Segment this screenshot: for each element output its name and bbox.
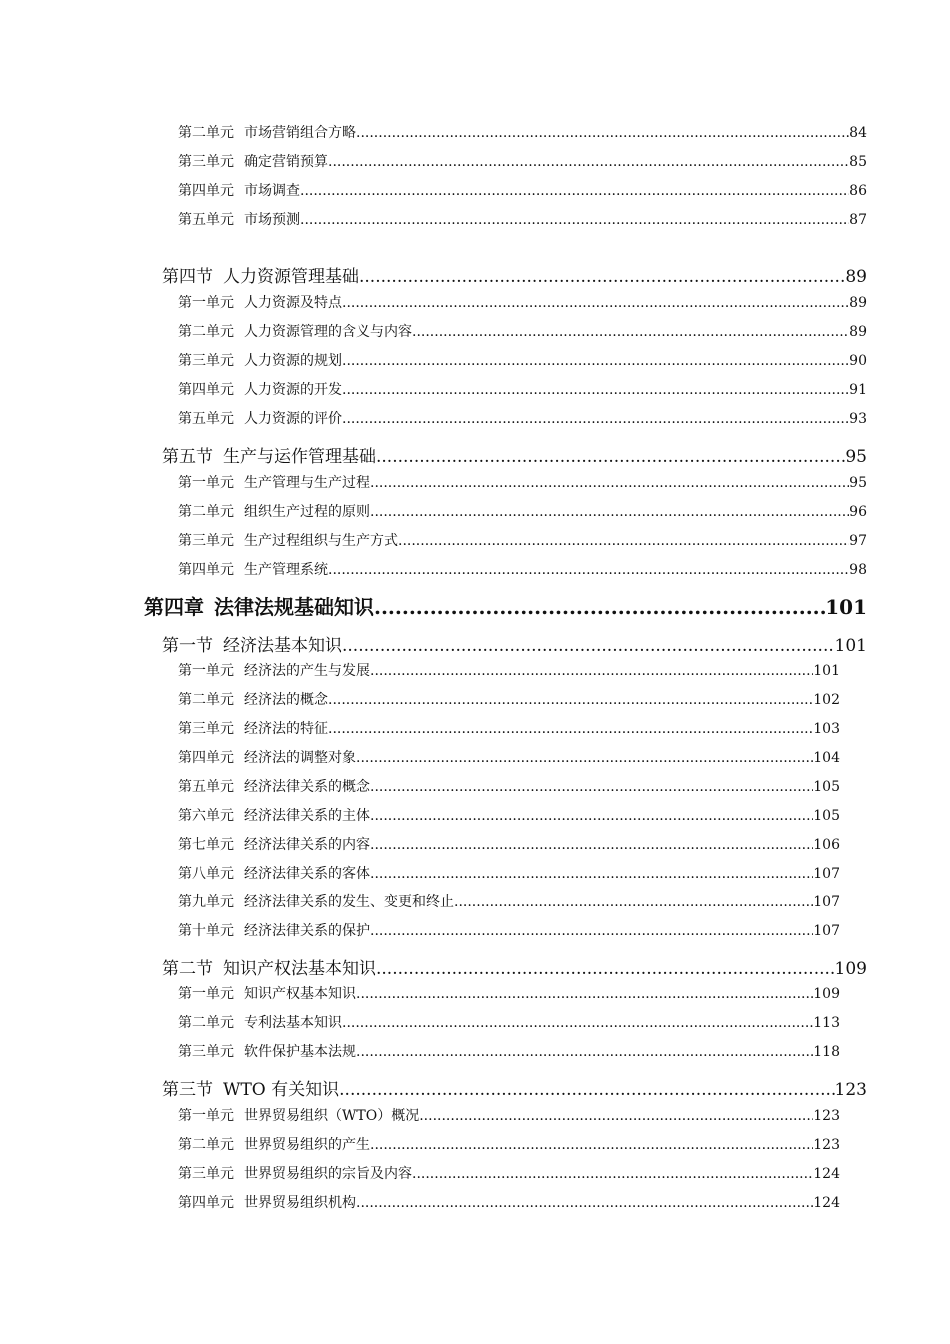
toc-entry-text: 知识产权法基本知识 xyxy=(223,959,376,979)
toc-entry-label: 第一单元 xyxy=(178,663,234,679)
toc-page-number: 104 xyxy=(813,750,840,766)
toc-unit-entry[interactable] xyxy=(178,983,840,1003)
toc-page-number: 107 xyxy=(813,923,840,939)
toc-page-number: 118 xyxy=(813,1044,840,1060)
toc-unit-entry[interactable] xyxy=(178,1105,840,1125)
toc-entry-title xyxy=(178,321,412,341)
toc-entry-text: 市场营销组合方略 xyxy=(244,125,356,141)
dot-leader xyxy=(370,475,849,491)
toc-entry-label: 第五单元 xyxy=(178,411,234,427)
toc-entry-label: 第二单元 xyxy=(178,692,234,708)
toc-entry-label: 第三单元 xyxy=(178,1044,234,1060)
toc-unit-entry[interactable] xyxy=(178,863,840,883)
toc-unit-entry[interactable] xyxy=(178,209,867,229)
toc-entry-label: 第四节 xyxy=(162,267,213,287)
toc-section-entry[interactable] xyxy=(162,1075,867,1100)
toc-entry-title xyxy=(178,379,342,399)
toc-page-number: 96 xyxy=(849,504,867,520)
toc-entry-label: 第三单元 xyxy=(178,154,234,170)
toc-entry-label: 第三单元 xyxy=(178,1166,234,1182)
dot-leader xyxy=(370,923,813,939)
toc-entry-label: 第四单元 xyxy=(178,750,234,766)
toc-entry-title xyxy=(178,660,370,680)
toc-unit-entry[interactable] xyxy=(178,891,840,911)
toc-entry-title xyxy=(178,559,328,579)
toc-entry-title xyxy=(178,863,370,883)
toc-entry-title xyxy=(178,718,328,738)
dot-leader xyxy=(370,1137,813,1153)
toc-unit-entry[interactable] xyxy=(178,776,840,796)
toc-unit-entry[interactable] xyxy=(178,1012,840,1032)
toc-entry-title xyxy=(178,209,300,229)
toc-entry-title xyxy=(178,180,300,200)
toc-unit-entry[interactable] xyxy=(178,689,840,709)
toc-entry-text: 经济法的特征 xyxy=(244,721,328,737)
toc-entry-text: 市场预测 xyxy=(244,212,300,228)
toc-page-number: 97 xyxy=(849,533,867,549)
toc-entry-label: 第二单元 xyxy=(178,1137,234,1153)
toc-page-number: 103 xyxy=(813,721,840,737)
dot-leader xyxy=(342,382,849,398)
toc-entry-title xyxy=(178,891,454,911)
toc-page-number: 85 xyxy=(849,154,867,170)
toc-entry-text: 软件保护基本法规 xyxy=(244,1044,356,1060)
dot-leader xyxy=(342,295,849,311)
toc-entry-label: 第二单元 xyxy=(178,125,234,141)
toc-page-number: 109 xyxy=(834,959,867,979)
toc-entry-text: 生产管理系统 xyxy=(244,562,328,578)
toc-entry-title xyxy=(178,151,328,171)
toc-page-number: 86 xyxy=(849,183,867,199)
dot-leader xyxy=(342,1015,813,1031)
toc-entry-text: 人力资源管理的含义与内容 xyxy=(244,324,412,340)
toc-entry-title xyxy=(178,122,356,142)
toc-entry-title xyxy=(178,1134,370,1154)
toc-entry-text: 世界贸易组织（WTO）概况 xyxy=(244,1108,420,1124)
toc-entry-label: 第四单元 xyxy=(178,183,234,199)
toc-section-entry[interactable] xyxy=(162,262,867,287)
toc-entry-text: WTO 有关知识 xyxy=(223,1080,340,1100)
toc-unit-entry[interactable] xyxy=(178,501,867,521)
toc-entry-text: 人力资源的规划 xyxy=(244,353,342,369)
toc-page-number: 95 xyxy=(849,475,867,491)
dot-leader xyxy=(356,1195,813,1211)
toc-page-number: 105 xyxy=(813,779,840,795)
toc-page-number: 89 xyxy=(849,295,867,311)
toc-chapter-entry[interactable] xyxy=(144,591,867,620)
toc-unit-entry[interactable] xyxy=(178,379,867,399)
toc-entry-label: 第一单元 xyxy=(178,475,234,491)
toc-page-number: 123 xyxy=(834,1080,867,1100)
toc-entry-label: 第一单元 xyxy=(178,986,234,1002)
dot-leader xyxy=(376,447,845,467)
dot-leader xyxy=(328,692,813,708)
toc-page-number: 123 xyxy=(813,1137,840,1153)
toc-section-entry[interactable] xyxy=(162,631,867,656)
toc-unit-entry[interactable] xyxy=(178,472,867,492)
toc-unit-entry[interactable] xyxy=(178,1041,840,1061)
dot-leader xyxy=(374,595,825,619)
toc-page-number: 87 xyxy=(849,212,867,228)
toc-entry-text: 经济法律关系的客体 xyxy=(244,866,370,882)
dot-leader xyxy=(356,986,813,1002)
dot-leader xyxy=(342,353,849,369)
toc-entry-title xyxy=(178,501,370,521)
toc-unit-entry[interactable] xyxy=(178,834,840,854)
toc-unit-entry[interactable] xyxy=(178,350,867,370)
toc-unit-entry[interactable] xyxy=(178,1134,840,1154)
dot-leader xyxy=(359,267,845,287)
toc-entry-label: 第三单元 xyxy=(178,353,234,369)
toc-unit-entry[interactable] xyxy=(178,408,867,428)
dot-leader xyxy=(328,154,849,170)
toc-page-number: 123 xyxy=(813,1108,840,1124)
toc-entry-label: 第十单元 xyxy=(178,923,234,939)
toc-page-number: 124 xyxy=(813,1195,840,1211)
toc-entry-label: 第一节 xyxy=(162,636,213,656)
toc-entry-label: 第二单元 xyxy=(178,324,234,340)
toc-unit-entry[interactable] xyxy=(178,292,867,312)
toc-unit-entry[interactable] xyxy=(178,718,840,738)
toc-entry-label: 第三节 xyxy=(162,1080,213,1100)
toc-entry-title xyxy=(178,530,398,550)
toc-unit-entry[interactable] xyxy=(178,1163,840,1183)
toc-entry-title xyxy=(162,954,376,979)
toc-entry-title xyxy=(162,442,376,467)
toc-unit-entry[interactable] xyxy=(178,180,867,200)
toc-entry-label: 第三单元 xyxy=(178,721,234,737)
dot-leader xyxy=(398,533,849,549)
toc-entry-text: 人力资源管理基础 xyxy=(223,267,359,287)
toc-entry-text: 经济法的调整对象 xyxy=(244,750,356,766)
toc-section-entry[interactable] xyxy=(162,954,867,979)
toc-entry-text: 经济法基本知识 xyxy=(223,636,342,656)
toc-unit-entry[interactable] xyxy=(178,747,840,767)
dot-leader xyxy=(356,125,849,141)
toc-page-number: 98 xyxy=(849,562,867,578)
toc-unit-entry[interactable] xyxy=(178,559,867,579)
toc-entry-label: 第二节 xyxy=(162,959,213,979)
toc-entry-text: 经济法律关系的概念 xyxy=(244,779,370,795)
toc-entry-label: 第七单元 xyxy=(178,837,234,853)
toc-entry-text: 世界贸易组织的产生 xyxy=(244,1137,370,1153)
toc-entry-title xyxy=(178,408,342,428)
toc-entry-title xyxy=(178,1105,419,1125)
toc-page-number: 89 xyxy=(849,324,867,340)
toc-entry-label: 第四单元 xyxy=(178,1195,234,1211)
dot-leader xyxy=(300,183,849,199)
dot-leader xyxy=(339,1080,834,1100)
toc-entry-text: 确定营销预算 xyxy=(244,154,328,170)
toc-page-number: 89 xyxy=(845,267,867,287)
toc-entry-text: 法律法规基础知识 xyxy=(214,595,374,619)
toc-entry-text: 经济法的概念 xyxy=(244,692,328,708)
dot-leader xyxy=(412,324,849,340)
toc-page-number: 101 xyxy=(825,595,867,619)
toc-page-number: 107 xyxy=(813,894,840,910)
toc-page-number: 107 xyxy=(813,866,840,882)
toc-page-number: 91 xyxy=(849,382,867,398)
toc-entry-label: 第一单元 xyxy=(178,1108,234,1124)
toc-entry-text: 人力资源的评价 xyxy=(244,411,342,427)
toc-page-number: 95 xyxy=(845,447,867,467)
dot-leader xyxy=(356,1044,813,1060)
dot-leader xyxy=(342,636,835,656)
toc-entry-text: 人力资源及特点 xyxy=(244,295,342,311)
toc-entry-text: 知识产权基本知识 xyxy=(244,986,356,1002)
toc-entry-title xyxy=(178,747,356,767)
toc-entry-text: 经济法律关系的保护 xyxy=(244,923,370,939)
toc-section-entry[interactable] xyxy=(162,442,867,467)
toc-entry-label: 第五单元 xyxy=(178,212,234,228)
toc-entry-title xyxy=(178,920,370,940)
toc-entry-label: 第一单元 xyxy=(178,295,234,311)
toc-unit-entry[interactable] xyxy=(178,1192,840,1212)
toc-entry-text: 生产过程组织与生产方式 xyxy=(244,533,398,549)
toc-page-number: 101 xyxy=(813,663,840,679)
toc-entry-title xyxy=(178,350,342,370)
toc-page-number: 101 xyxy=(834,636,867,656)
dot-leader xyxy=(370,504,849,520)
dot-leader xyxy=(328,721,813,737)
toc-entry-label: 第九单元 xyxy=(178,894,234,910)
toc-entry-title xyxy=(178,834,370,854)
toc-unit-entry[interactable] xyxy=(178,530,867,550)
toc-entry-title xyxy=(162,1075,339,1100)
toc-entry-text: 经济法的产生与发展 xyxy=(244,663,370,679)
toc-entry-text: 经济法律关系的内容 xyxy=(244,837,370,853)
toc-page-number: 84 xyxy=(849,125,867,141)
dot-leader xyxy=(412,1166,813,1182)
toc-entry-text: 市场调查 xyxy=(244,183,300,199)
dot-leader xyxy=(370,837,813,853)
dot-leader xyxy=(370,779,813,795)
toc-page-number: 124 xyxy=(813,1166,840,1182)
toc-entry-label: 第二单元 xyxy=(178,504,234,520)
toc-page-number: 93 xyxy=(849,411,867,427)
toc-page-number: 113 xyxy=(813,1015,840,1031)
toc-entry-title xyxy=(162,631,342,656)
toc-page-number: 90 xyxy=(849,353,867,369)
toc-entry-text: 人力资源的开发 xyxy=(244,382,342,398)
toc-entry-label: 第五节 xyxy=(162,447,213,467)
toc-entry-label: 第六单元 xyxy=(178,808,234,824)
dot-leader xyxy=(370,808,813,824)
toc-unit-entry[interactable] xyxy=(178,321,867,341)
toc-entry-title xyxy=(178,1012,342,1032)
dot-leader xyxy=(300,212,849,228)
toc-entry-text: 世界贸易组织机构 xyxy=(244,1195,356,1211)
toc-entry-title xyxy=(178,776,370,796)
toc-entry-text: 世界贸易组织的宗旨及内容 xyxy=(244,1166,412,1182)
toc-entry-title xyxy=(178,805,370,825)
toc-entry-text: 经济法律关系的主体 xyxy=(244,808,370,824)
toc-unit-entry[interactable] xyxy=(178,920,840,940)
toc-entry-label: 第五单元 xyxy=(178,779,234,795)
dot-leader xyxy=(328,562,849,578)
toc-page-number: 109 xyxy=(813,986,840,1002)
toc-entry-title xyxy=(162,262,359,287)
dot-leader xyxy=(342,411,849,427)
dot-leader xyxy=(454,894,813,910)
toc-page-number: 106 xyxy=(813,837,840,853)
toc-entry-title xyxy=(178,1041,356,1061)
toc-page-number: 102 xyxy=(813,692,840,708)
toc-unit-entry[interactable] xyxy=(178,151,867,171)
dot-leader xyxy=(356,750,813,766)
toc-entry-title xyxy=(178,472,370,492)
dot-leader xyxy=(370,663,813,679)
toc-entry-title xyxy=(178,1163,412,1183)
dot-leader xyxy=(419,1108,813,1124)
toc-entry-label: 第四章 xyxy=(144,595,204,619)
toc-entry-text: 生产管理与生产过程 xyxy=(244,475,370,491)
toc-entry-label: 第二单元 xyxy=(178,1015,234,1031)
toc-page-number: 105 xyxy=(813,808,840,824)
toc-unit-entry[interactable] xyxy=(178,805,840,825)
toc-entry-text: 组织生产过程的原则 xyxy=(244,504,370,520)
toc-entry-title xyxy=(144,591,374,620)
toc-entry-text: 专利法基本知识 xyxy=(244,1015,342,1031)
toc-entry-label: 第三单元 xyxy=(178,533,234,549)
toc-entry-title xyxy=(178,1192,356,1212)
toc-unit-entry[interactable] xyxy=(178,122,867,142)
toc-entry-label: 第四单元 xyxy=(178,562,234,578)
dot-leader xyxy=(370,866,813,882)
toc-entry-label: 第四单元 xyxy=(178,382,234,398)
toc-entry-text: 生产与运作管理基础 xyxy=(223,447,376,467)
toc-entry-title xyxy=(178,689,328,709)
toc-entry-title xyxy=(178,292,342,312)
toc-unit-entry[interactable] xyxy=(178,660,840,680)
dot-leader xyxy=(376,959,835,979)
toc-entry-text: 经济法律关系的发生、变更和终止 xyxy=(244,894,454,910)
toc-entry-label: 第八单元 xyxy=(178,866,234,882)
toc-entry-title xyxy=(178,983,356,1003)
